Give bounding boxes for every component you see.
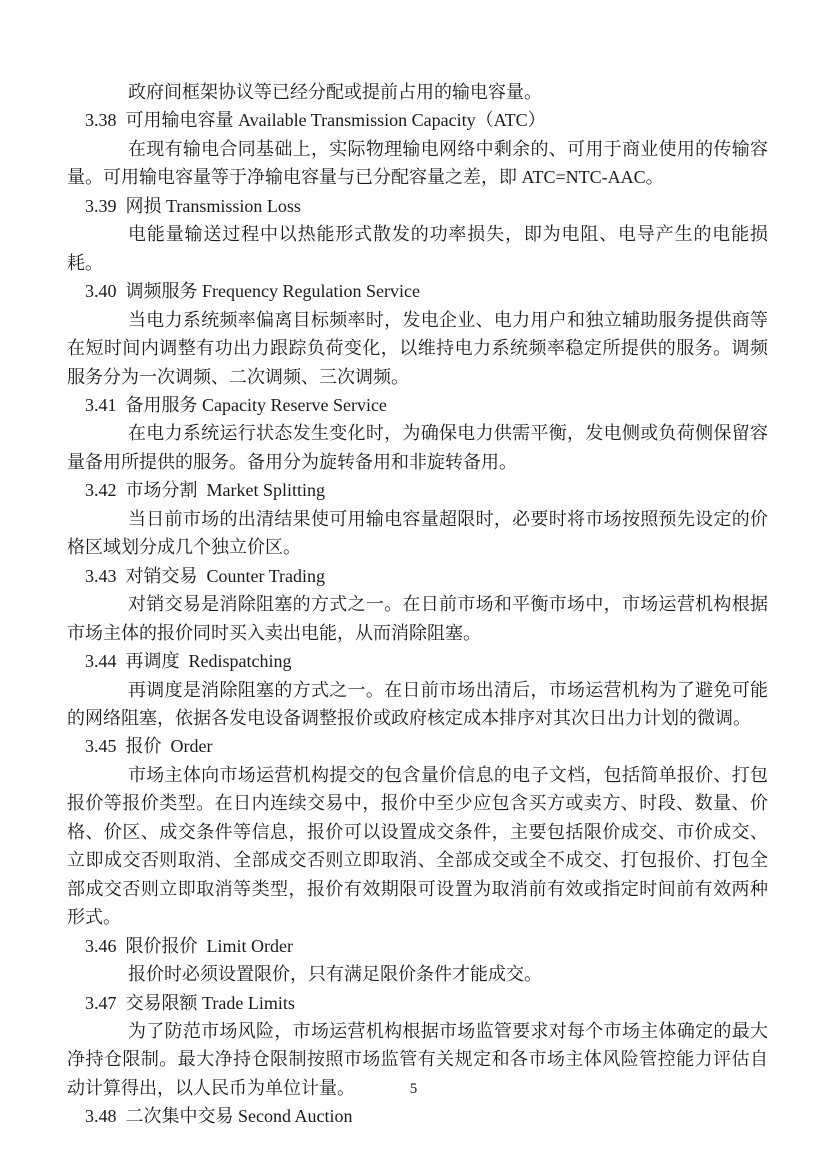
paragraph-3-39: 电能量输送过程中以热能形式散发的功率损失，即为电阻、电导产生的电能损耗。: [67, 224, 768, 273]
paragraph-3-40: 当电力系统频率偏离目标频率时，发电企业、电力用户和独立辅助服务提供商等在短时间内调整有功出力跟踪负荷变化，以维持电力系统频率稳定所提供的服务。调频服务分为一次调频、二次调频、三次调频。: [67, 309, 768, 387]
paragraph-3-43: 对销交易是消除阻塞的方式之一。在日前市场和平衡市场中，市场运营机构根据市场主体的报价同时买入卖出电能，从而消除阻塞。: [67, 594, 768, 643]
heading-3-40: 3.40 调频服务 Frequency Regulation Service: [85, 281, 420, 302]
paragraph-3-42: 当日前市场的出清结果使可用输电容量超限时，必要时将市场按照预先设定的价格区域划分成几个独立价区。: [67, 508, 768, 558]
page-body: [67, 78, 768, 1131]
paragraph-3-38: 在现有输电合同基础上，实际物理输电网络中剩余的、可用于商业使用的传输容量。可用输电容量等于净输电容量与已分配容量之差，即 ATC=NTC-AAC。: [67, 138, 768, 188]
heading-3-43: 3.43 对销交易 Counter Trading: [85, 565, 326, 586]
heading-3-48: 3.48 二次集中交易 Second Auction: [85, 1106, 353, 1127]
heading-3-44: 3.44 再调度 Redispatching: [85, 651, 292, 672]
paragraph-3-41: 在电力系统运行状态发生变化时，为确保电力供需平衡，发电侧或负荷侧保留容量备用所提供的服务。备用分为旋转备用和非旋转备用。: [67, 423, 768, 472]
heading-3-46: 3.46 限价报价 Limit Order: [85, 935, 293, 956]
paragraph-3-47: 为了防范市场风险，市场运营机构根据市场监管要求对每个市场主体确定的最大净持仓限制。最大净持仓限制按照市场监管有关规定和各市场主体风险管控能力评估自动计算得出，以人民币为单位计量。: [67, 1020, 768, 1098]
heading-3-45: 3.45 报价 Order: [85, 736, 213, 757]
heading-3-42: 3.42 市场分割 Market Splitting: [85, 480, 325, 501]
heading-3-47: 3.47 交易限额 Trade Limits: [85, 992, 295, 1013]
paragraph-3-45: 市场主体向市场运营机构提交的包含量价信息的电子文档，包括简单报价、打包报价等报价类型。在日内连续交易中，报价中至少应包含买方或卖方、时段、数量、价格、价区、成交条件等信息，报价可以设置成交条件，主要包括限价成交、市价成交、立即成交否则取消、全部成交否则立即取消、全部成交或全不成交、打包报价、打包全部成交否则立即取消等类型，报价有效期限可设置为取消前有效或指定时间前有效两种形式。: [67, 764, 768, 928]
heading-3-41: 3.41 备用服务 Capacity Reserve Service: [85, 394, 387, 415]
paragraph-3-44: 再调度是消除阻塞的方式之一。在日前市场出清后，市场运营机构为了避免可能的网络阻塞，依据各发电设备调整报价或政府核定成本排序对其次日出力计划的微调。: [67, 679, 768, 728]
paragraph-3-46: 报价时必须设置限价，只有满足限价条件才能成交。: [128, 964, 542, 985]
page-number: 5: [409, 1081, 418, 1097]
heading-3-38: 3.38 可用输电容量 Available Transmission Capacity（ATC）: [85, 110, 546, 131]
paragraph-carryover: 政府间框架协议等已经分配或提前占用的输电容量。: [128, 82, 542, 102]
heading-3-39: 3.39 网损 Transmission Loss: [85, 195, 301, 216]
